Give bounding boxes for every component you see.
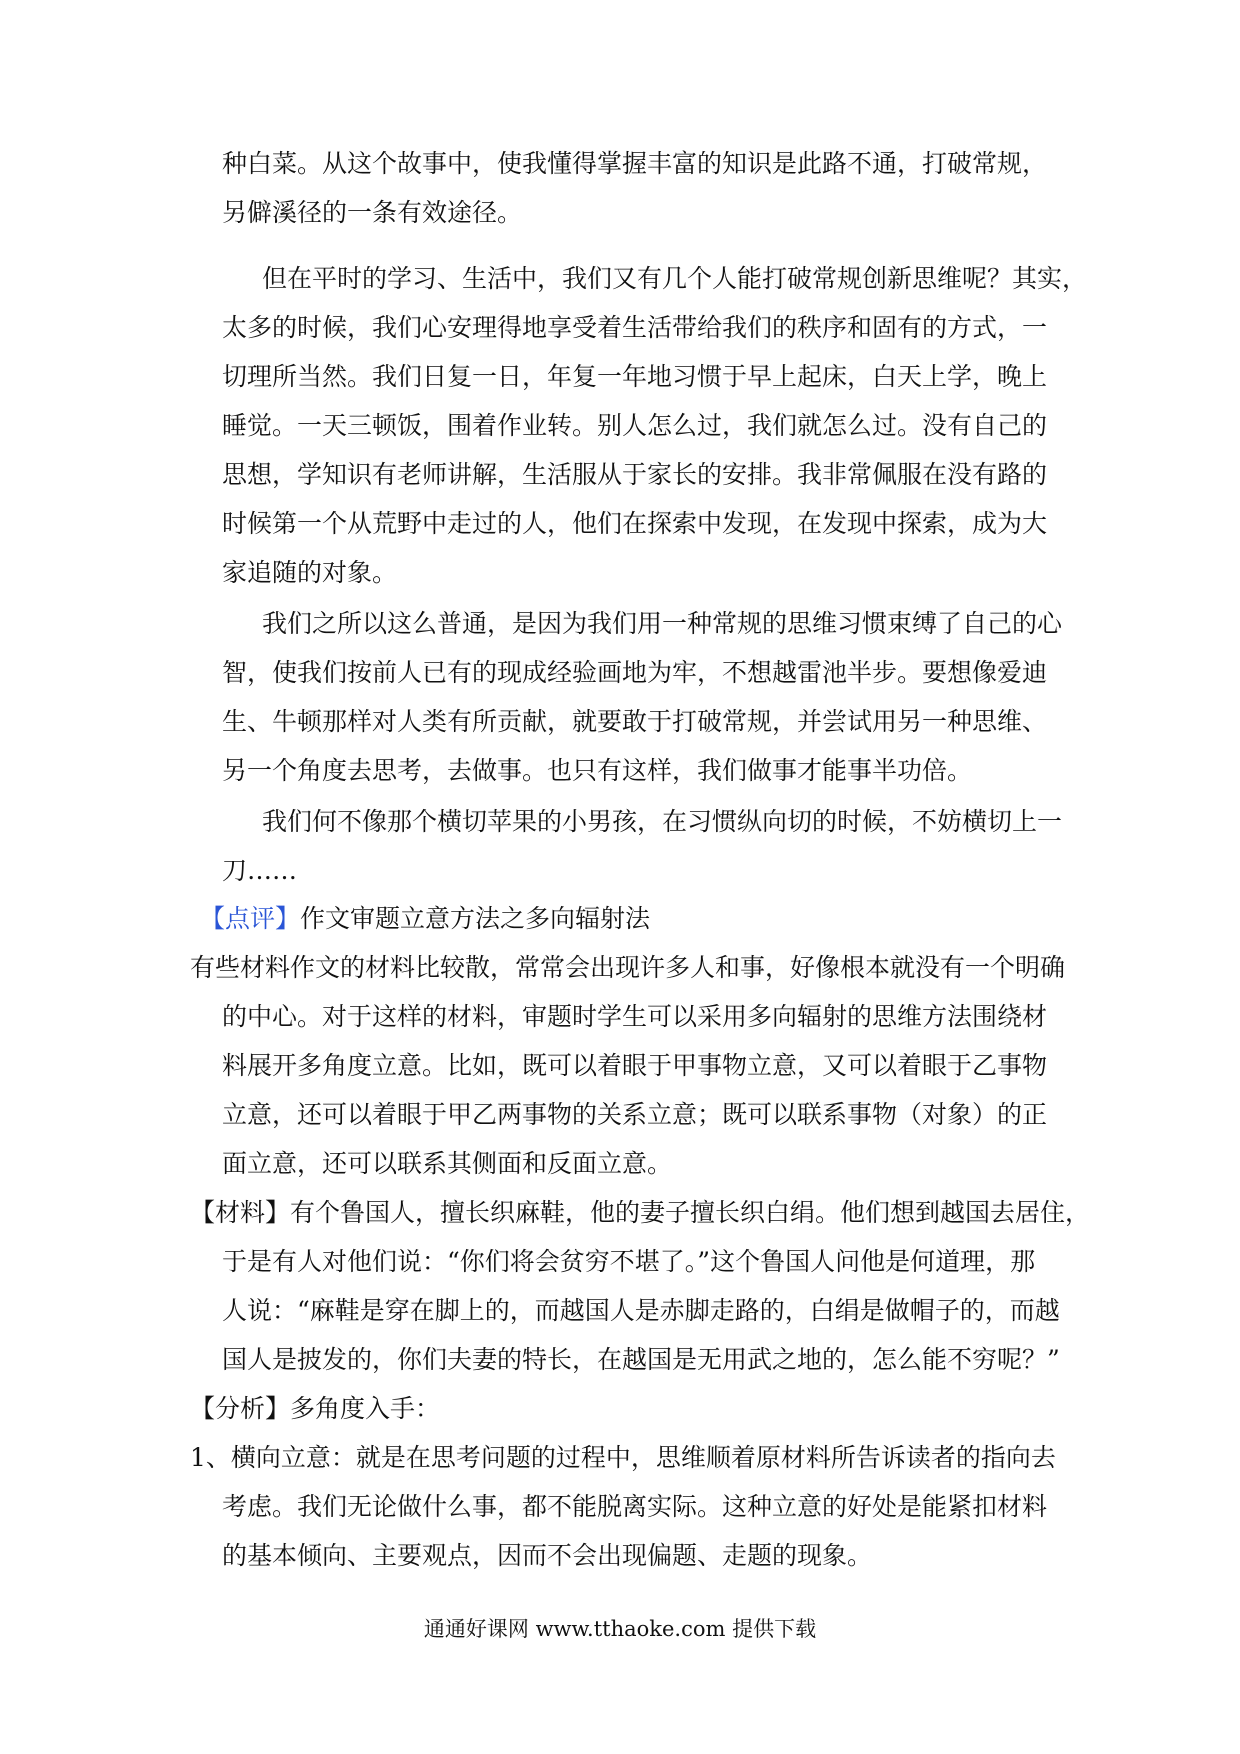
text-line: 人说：“麻鞋是穿在脚上的，而越国人是赤脚走路的，白绢是做帽子的，而越 [222,1296,1060,1325]
text-line: 思想，学知识有老师讲解，生活服从于家长的安排。我非常佩服在没有路的 [222,460,1048,489]
comment-text: 作文审题立意方法之多向辐射法 [300,904,651,933]
text-line: 有些材料作文的材料比较散，常常会出现许多人和事，好像根本就没有一个明确 [190,953,1066,982]
text-line: 刀…… [222,856,298,885]
text-line: 家追随的对象。 [222,558,398,587]
text-line: 生、牛顿那样对人类有所贡献，就要敢于打破常规，并尝试用另一种思维、 [222,707,1048,736]
text-line: 我们之所以这么普通，是因为我们用一种常规的思维习惯束缚了自己的心 [262,609,1063,638]
text-line: 种白菜。从这个故事中，使我懂得掌握丰富的知识是此路不通，打破常规， [222,149,1048,178]
analysis-text: 多角度入手： [290,1394,441,1423]
comment-line [200,902,650,936]
text-line: 立意，还可以着眼于甲乙两事物的关系立意；既可以联系事物（对象）的正 [222,1100,1048,1129]
material-line [190,1196,1090,1230]
analysis-label: 【分析】 [190,1394,291,1423]
text-line: 料展开多角度立意。比如，既可以着眼于甲事物立意，又可以着眼于乙事物 [222,1051,1048,1080]
analysis-line [190,1392,440,1426]
text-line: 另僻溪径的一条有效途径。 [222,198,523,227]
comment-label: 【点评】 [200,904,301,933]
text-line: 考虑。我们无论做什么事，都不能脱离实际。这种立意的好处是能紧扣材料 [222,1492,1048,1521]
text-line: 我们何不像那个横切苹果的小男孩，在习惯纵向切的时候，不妨横切上一 [262,807,1063,836]
text-line: 时候第一个从荒野中走过的人，他们在探索中发现，在发现中探索，成为大 [222,509,1048,538]
text-line: 睡觉。一天三顿饭，围着作业转。别人怎么过，我们就怎么过。没有自己的 [222,411,1048,440]
text-line: 的中心。对于这样的材料，审题时学生可以采用多向辐射的思维方法围绕材 [222,1002,1048,1031]
text-line: 切理所当然。我们日复一日，年复一年地习惯于早上起床，白天上学，晚上 [222,362,1048,391]
list-item: 1、横向立意：就是在思考问题的过程中，思维顺着原材料所告诉读者的指向去 [190,1443,1056,1472]
material-label: 【材料】 [190,1198,291,1227]
page-footer: 通通好课网 www.tthaoke.com 提供下载 [423,1617,817,1641]
text-line: 智，使我们按前人已有的现成经验画地为牢，不想越雷池半步。要想像爱迪 [222,658,1048,687]
text-line: 但在平时的学习、生活中，我们又有几个人能打破常规创新思维呢？其实， [262,264,1088,293]
text-line: 太多的时候，我们心安理得地享受着生活带给我们的秩序和固有的方式，一 [222,313,1048,342]
text-line: 另一个角度去思考，去做事。也只有这样，我们做事才能事半功倍。 [222,756,973,785]
text-line: 国人是披发的，你们夫妻的特长，在越国是无用武之地的，怎么能不穷呢？” [222,1345,1060,1374]
text-line: 的基本倾向、主要观点，因而不会出现偏题、走题的现象。 [222,1541,873,1570]
text-line: 于是有人对他们说：“你们将会贫穷不堪了。”这个鲁国人问他是何道理，那 [222,1247,1036,1276]
text-line: 面立意，还可以联系其侧面和反面立意。 [222,1149,673,1178]
material-text: 有个鲁国人，擅长织麻鞋，他的妻子擅长织白绢。他们想到越国去居住， [290,1198,1091,1227]
